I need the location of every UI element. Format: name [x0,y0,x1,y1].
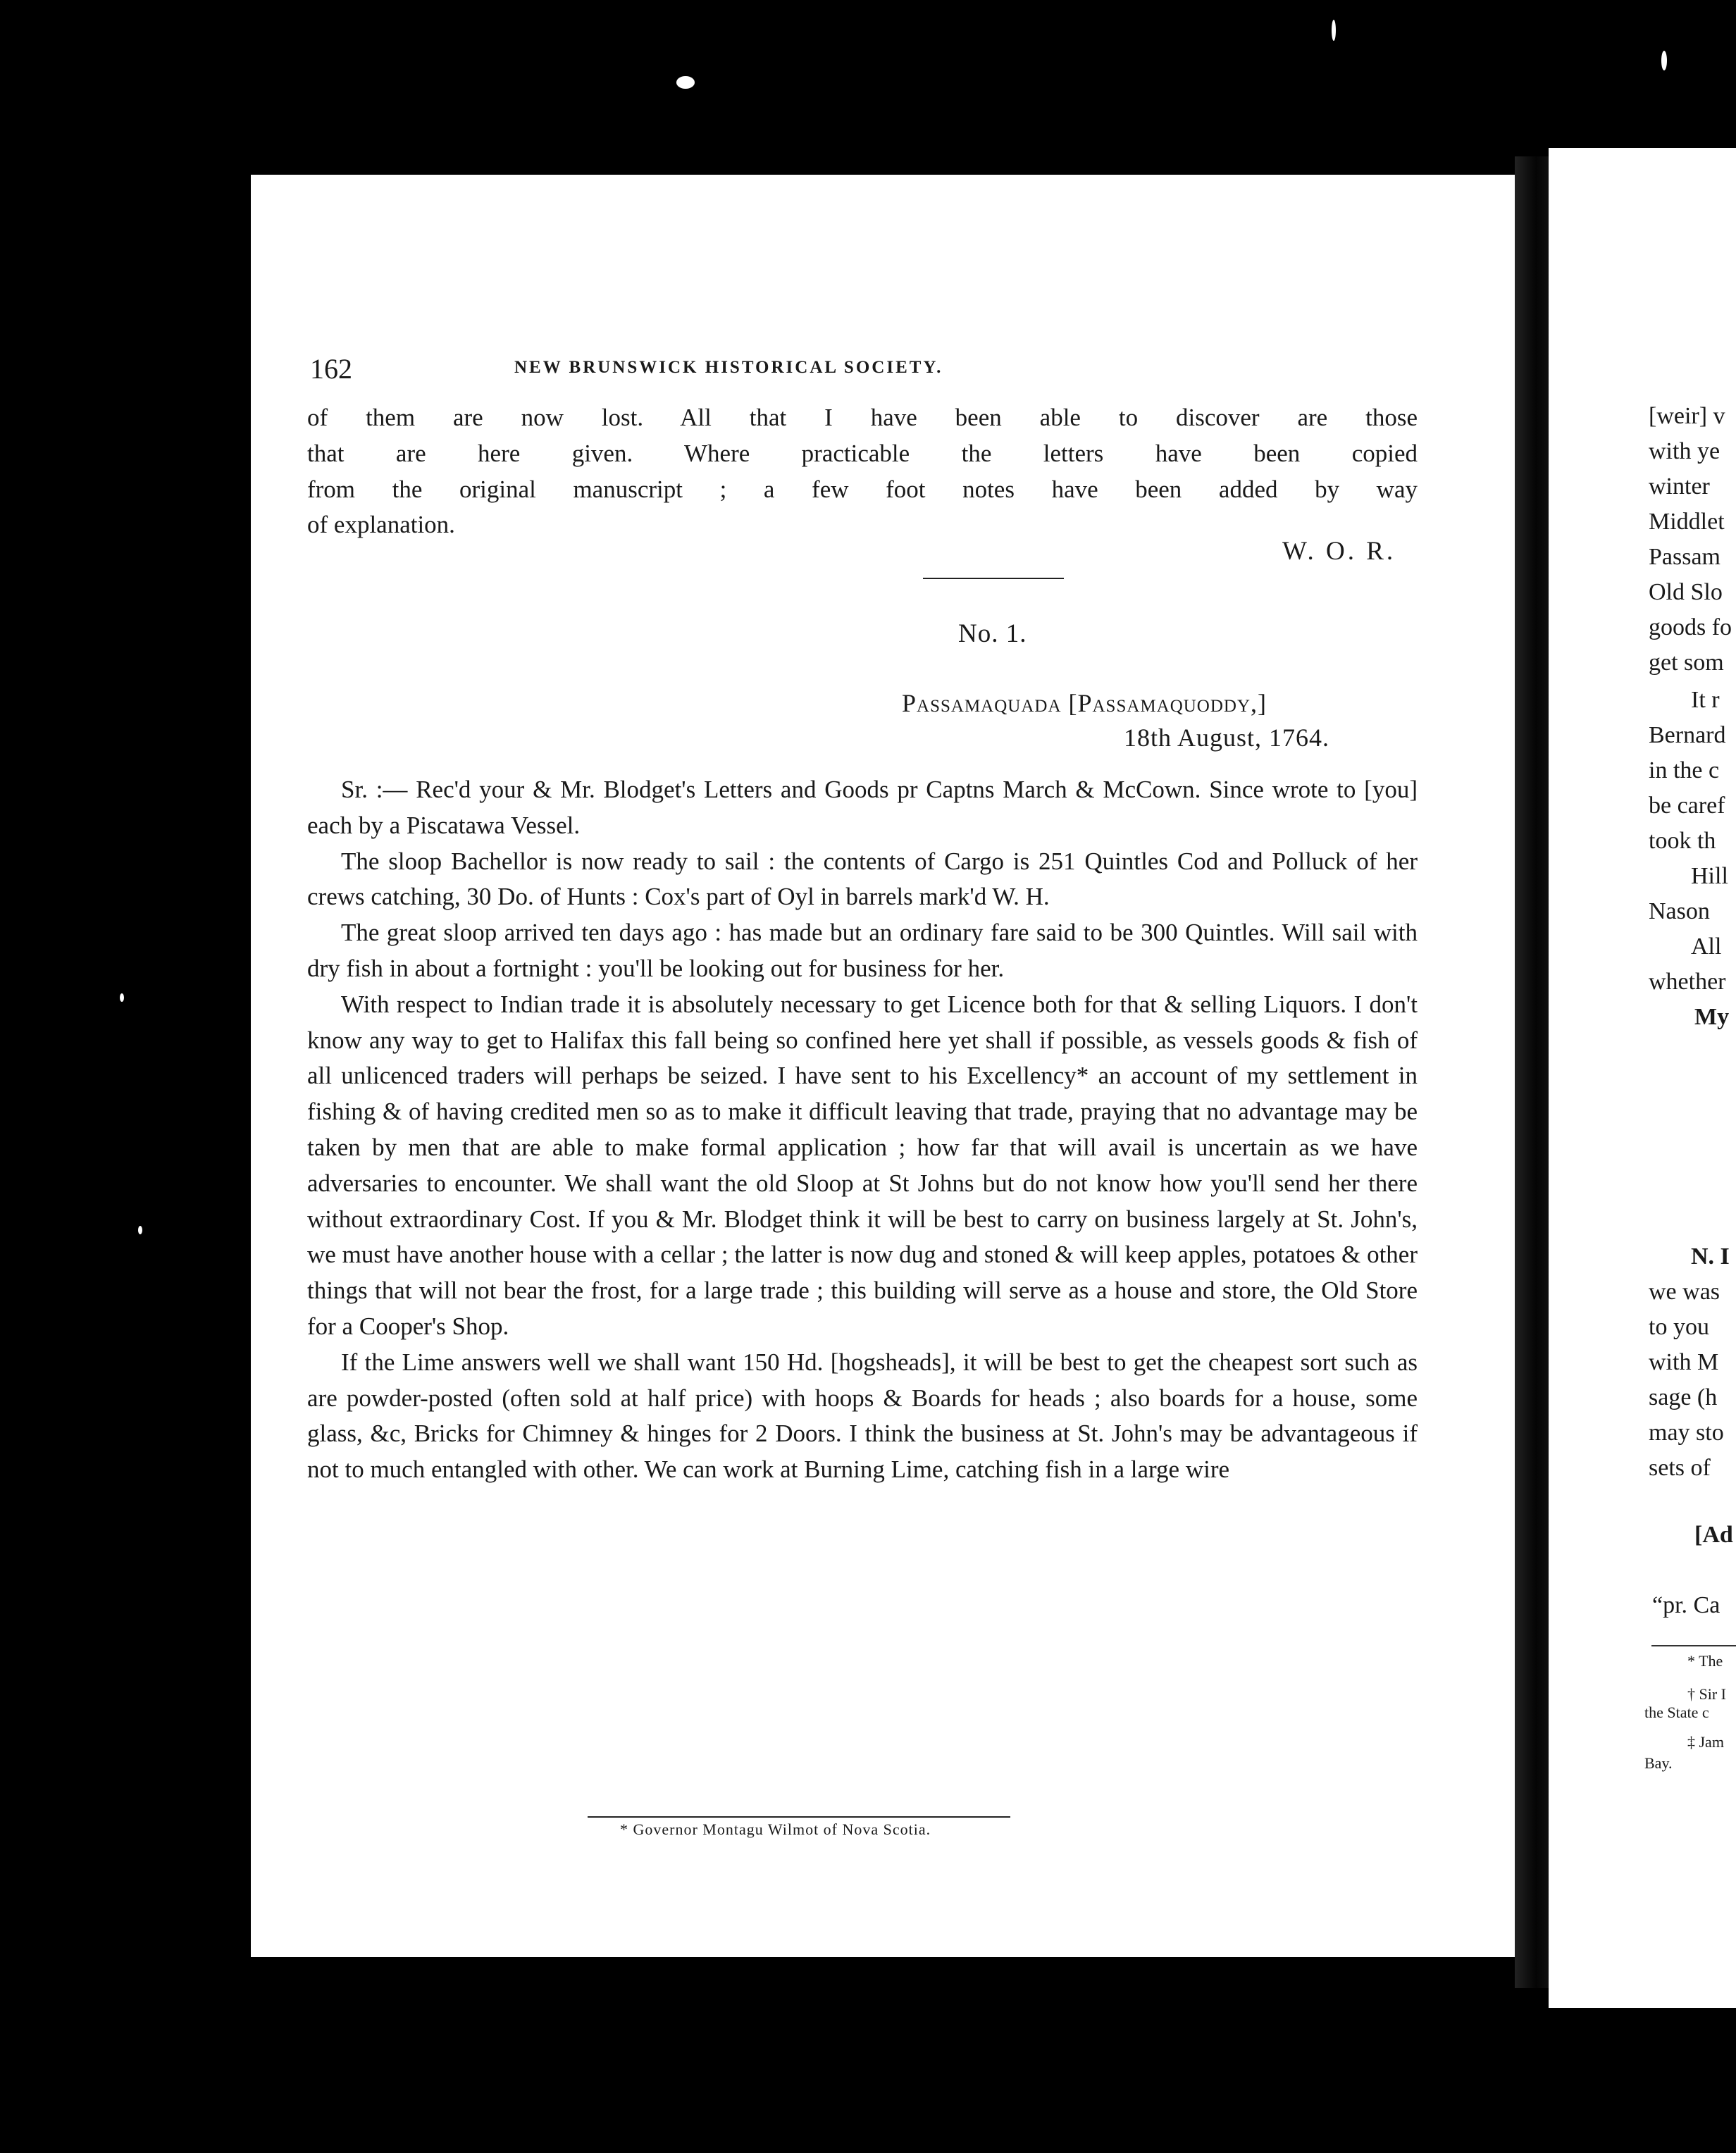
right-page-line: we was [1649,1279,1720,1305]
intro-line: from the original manuscript ; a few foot notes have been added by way [307,475,1418,503]
right-page-line: get som [1649,650,1724,676]
right-page-line: may sto [1649,1420,1724,1446]
scan-speck [138,1226,142,1234]
right-page-line: Hill [1691,863,1728,889]
letter-paragraph: Sr. :— Rec'd your & Mr. Blodget's Letters and Goods pr Captns March & McCown. Since wrote to [you] each by a Piscatawa Vessel. [307,776,1418,839]
right-page-line: sets of [1649,1455,1711,1481]
section-divider [923,578,1064,579]
right-footnote: Bay. [1644,1754,1673,1772]
right-footnote-rule [1651,1645,1736,1646]
letter-body [307,772,1418,1488]
right-page-line: sage (h [1649,1384,1718,1410]
letter-place: Passamaquada [Passamaquoddy,] [902,689,1267,717]
page-number: 162 [310,353,352,385]
right-page-line: All [1691,933,1722,960]
intro-line: of explanation. [307,511,455,539]
right-page-line: Bernard [1649,722,1726,748]
right-footnote: † Sir I [1687,1685,1726,1703]
right-page-line: to you [1649,1314,1709,1340]
intro-paragraph [307,400,1418,543]
right-page-line: “pr. Ca [1652,1592,1720,1618]
letter-date: 18th August, 1764. [1124,724,1330,752]
right-page-line: Passam [1649,544,1720,570]
footnote-rule [588,1816,1010,1818]
right-page-line: It r [1691,687,1720,713]
scan-speck [1332,20,1336,41]
right-footnote: the State c [1644,1704,1709,1721]
letter-number: No. 1. [958,619,1027,648]
intro-line: of them are now lost. All that I have been able to discover are those [307,404,1418,431]
footnote: * Governor Montagu Wilmot of Nova Scotia. [620,1820,931,1838]
scan-speck [1661,51,1667,70]
right-page-line: be caref [1649,793,1725,819]
running-head [310,352,1198,395]
scan-speck [120,993,124,1002]
right-page-line: took th [1649,828,1716,854]
book-gutter [1515,156,1550,1988]
intro-line: that are here given. Where practicable the letters have been copied [307,439,1418,467]
right-page-line: in the c [1649,757,1720,783]
right-page-line: with ye [1649,438,1720,464]
right-page-line: whether [1649,969,1726,995]
right-page-line: [weir] v [1649,403,1725,429]
right-footnote: * The [1687,1652,1723,1670]
letter-paragraph: With respect to Indian trade it is absolutely necessary to get Licence both for that & selling Liquors. I don't know any way to get to Halifax this fall being so confined here yet shall if possible, as vessels goods & fish of all unlicenced traders will perhaps be seized. I have sent to his Excellency* an account of my settlement in fishing & of having credited men so as to make it difficult leaving that trade, praying that no advantage may be taken by men that are able to make formal application ; how far that will avail is uncertain as we have adversaries to encounter. We shall want the old Sloop at St Johns but do not know how you'll send her there without extraordinary Cost. If you & Mr. Blodget think it will be best to carry on business largely at St. John's, we must have another house with a cellar ; the latter is now dug and stoned & will keep apples, potatoes & other things that will not bear the frost, for a large trade ; this building will serve as a house and store, the Old Store for a Cooper's Shop. [307,990,1418,1340]
right-page-line: My [1694,1004,1730,1030]
letter-paragraph: The sloop Bachellor is now ready to sail : the contents of Cargo is 251 Quintles Cod and Polluck of her crews catching, 30 Do. of Hunts : Cox's part of Oyl in barrels mark'd W. H. [307,847,1418,911]
scan-speck [676,76,695,89]
right-page-line: with M [1649,1349,1719,1375]
journal-title: NEW BRUNSWICK HISTORICAL SOCIETY. [514,358,943,377]
right-page-line: N. I [1691,1243,1730,1270]
right-page-line: winter [1649,473,1710,500]
letter-paragraph: The great sloop arrived ten days ago : has made but an ordinary fare said to be 300 Quintles. Will sail with dry fish in about a fortnight : you'll be looking out for business for her. [307,919,1418,982]
letter-paragraph: If the Lime answers well we shall want 150 Hd. [hogsheads], it will be best to get the cheapest sort such as are powder-posted (often sold at half price) with hoops & Boards for heads ; also boards for a house, some glass, &c, Bricks for Chimney & hinges for 2 Doors. I think the business at St. John's may be advantageous if not to much entangled with other. We can work at Burning Lime, catching fish in a large wire [307,1348,1418,1484]
right-page-line: [Ad [1694,1522,1733,1548]
right-page-line: Middlet [1649,509,1725,535]
right-page-line: Nason [1649,898,1710,924]
signature: W. O. R. [1282,537,1396,566]
right-page-line: Old Slo [1649,579,1723,605]
right-page-line: goods fo [1649,614,1732,640]
right-footnote: ‡ Jam [1687,1733,1724,1751]
